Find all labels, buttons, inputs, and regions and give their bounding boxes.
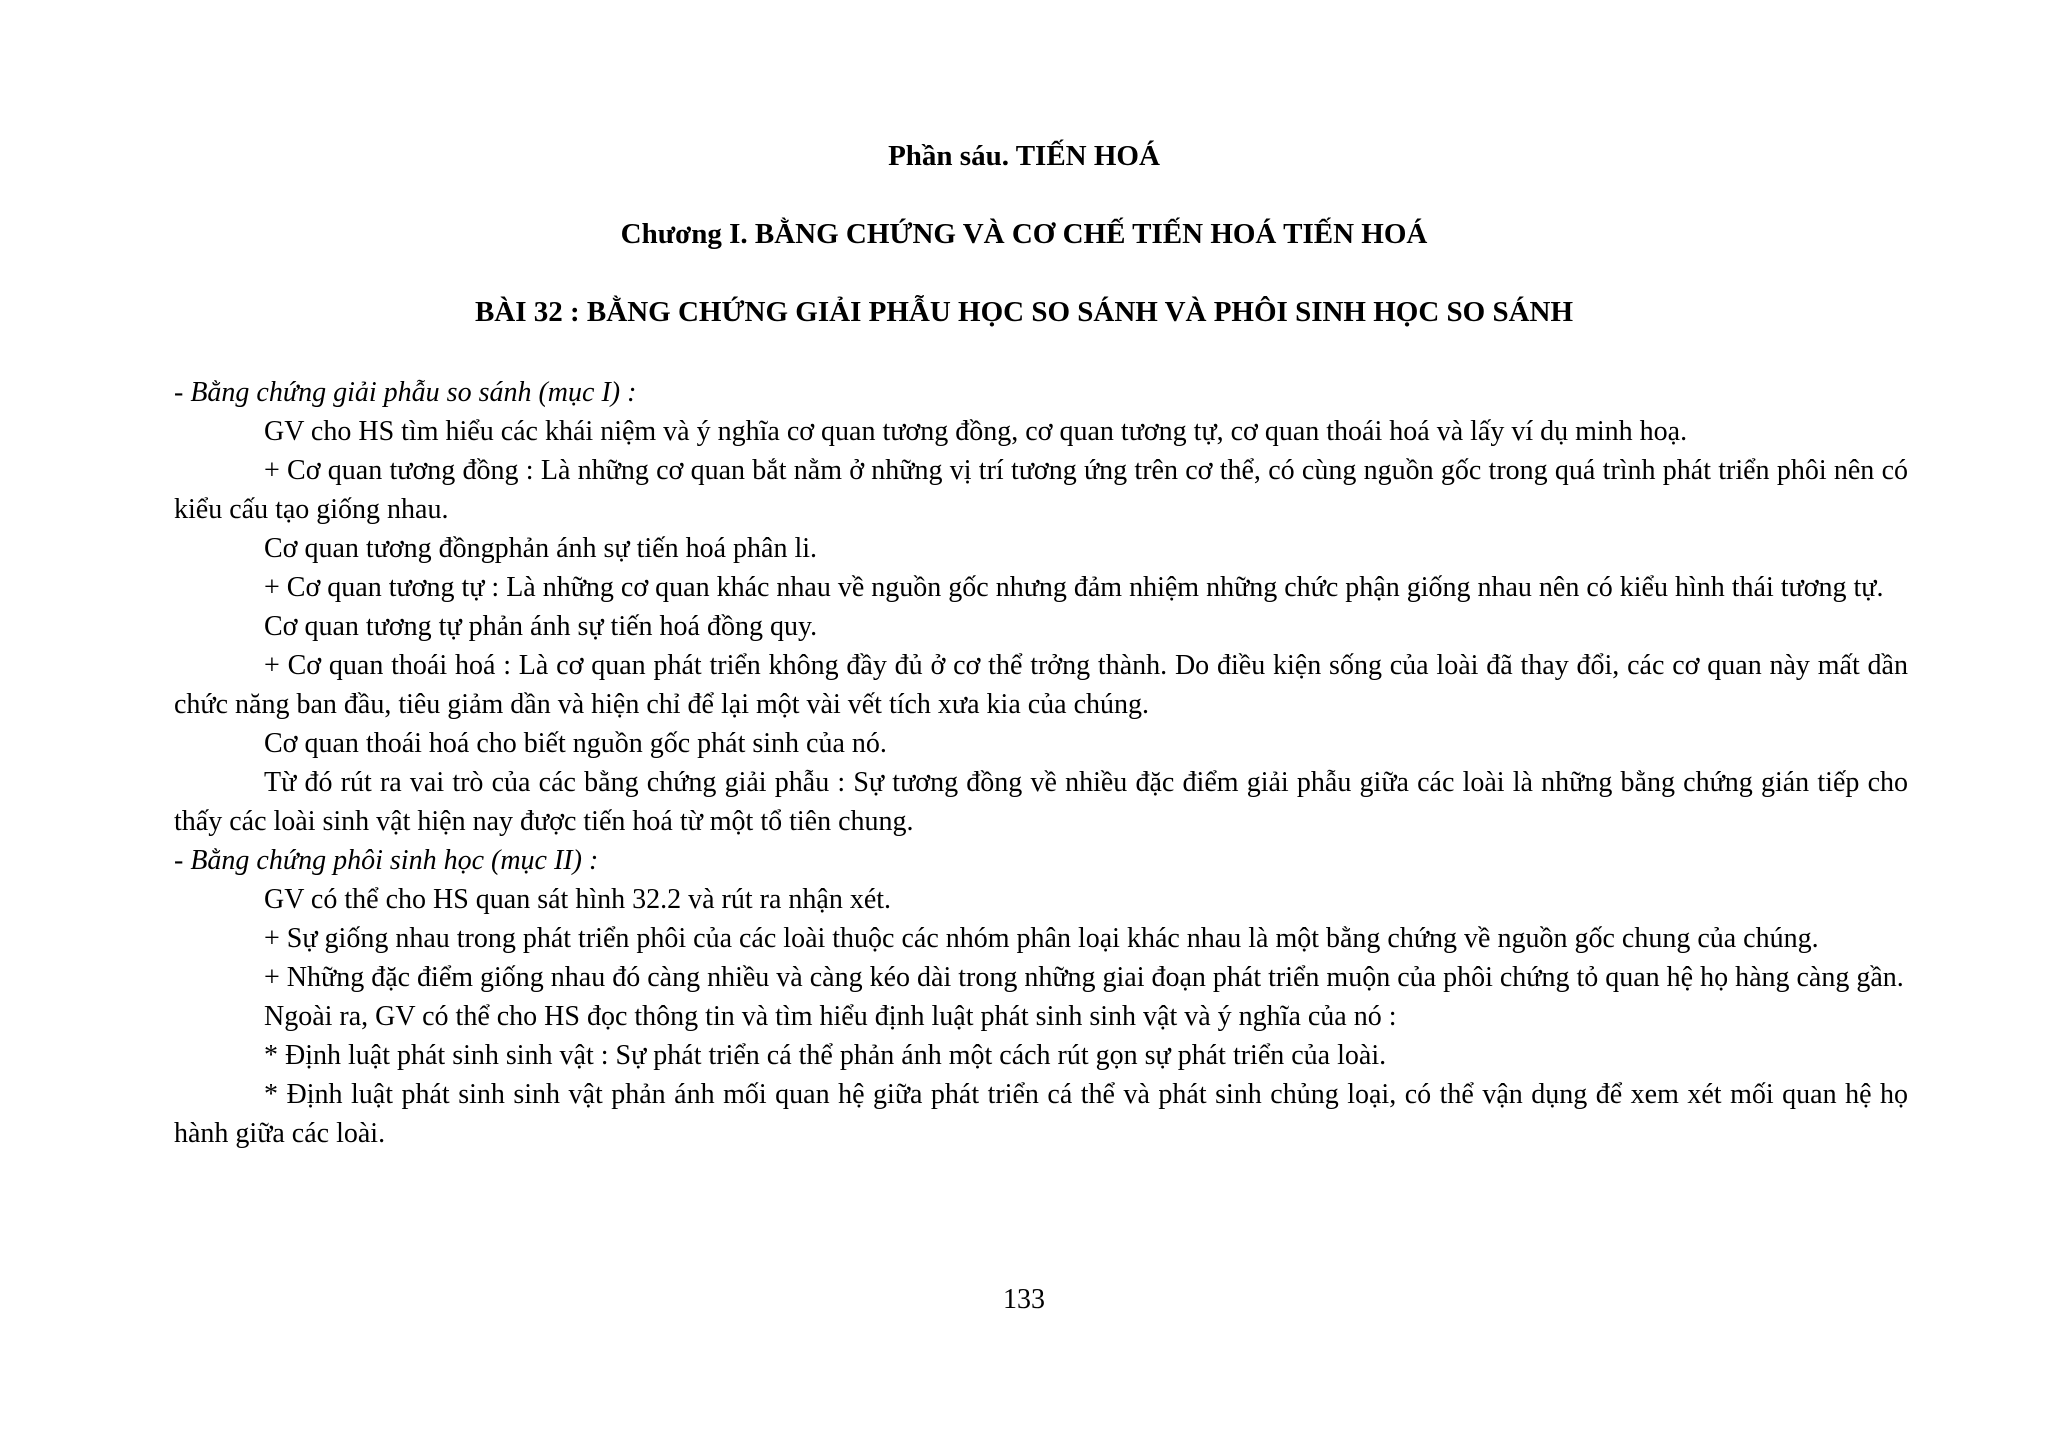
part-heading: Phần sáu. TIẾN HOÁ <box>888 140 1160 172</box>
paragraph-vestigial-organs: + Cơ quan thoái hoá : Là cơ quan phát triển không đầy đủ ở cơ thể trởng thành. Do điều kiện sống của loài đã thay đổi, các cơ quan này mất dần chức năng ban đầu, tiêu giảm dần và hiện chỉ để lại một vài vết tích xưa kia của chúng. <box>174 650 1908 720</box>
section-title-anatomy: - Bằng chứng giải phẫu so sánh (mục I) : <box>174 377 637 408</box>
document-body <box>174 373 1908 1153</box>
paragraph-homologous-organs: + Cơ quan tương đồng : Là những cơ quan bắt nằm ở những vị trí tương ứng trên cơ thể, có cùng nguồn gốc trong quá trình phát triển phôi nên có kiểu cấu tạo giống nhau. <box>174 455 1908 525</box>
section-title-embryology: - Bằng chứng phôi sinh học (mục II) : <box>174 845 599 876</box>
paragraph: + Sự giống nhau trong phát triển phôi của các loài thuộc các nhóm phân loại khác nhau là một bằng chứng về nguồn gốc chung của chúng. <box>264 923 1819 954</box>
paragraph: Từ đó rút ra vai trò của các bằng chứng giải phẫu : Sự tương đồng về nhiều đặc điểm giải phẫu giữa các loài là những bằng chứng gián tiếp cho thấy các loài sinh vật hiện nay được tiến hoá từ một tổ tiên chung. <box>174 767 1908 837</box>
paragraph: GV có thể cho HS quan sát hình 32.2 và rút ra nhận xét. <box>264 884 892 915</box>
paragraph: Cơ quan tương đồngphản ánh sự tiến hoá phân li. <box>264 533 817 564</box>
paragraph-analogous-organs: + Cơ quan tương tự : Là những cơ quan khác nhau về nguồn gốc nhưng đảm nhiệm những chức phận giống nhau nên có kiểu hình thái tương tự. <box>264 572 1884 603</box>
paragraph: Ngoài ra, GV có thể cho HS đọc thông tin và tìm hiểu định luật phát sinh sinh vật và ý nghĩa của nó : <box>264 1001 1397 1032</box>
paragraph: Cơ quan tương tự phản ánh sự tiến hoá đồng quy. <box>264 611 818 642</box>
page-number: 133 <box>1003 1284 1045 1315</box>
paragraph: GV cho HS tìm hiểu các khái niệm và ý nghĩa cơ quan tương đồng, cơ quan tương tự, cơ quan thoái hoá và lấy ví dụ minh hoạ. <box>264 416 1688 447</box>
paragraph: Cơ quan thoái hoá cho biết nguồn gốc phát sinh của nó. <box>264 728 887 759</box>
chapter-heading: Chương I. BẰNG CHỨNG VÀ CƠ CHẾ TIẾN HOÁ TIẾN HOÁ <box>620 218 1428 250</box>
paragraph-biogenetic-law: * Định luật phát sinh sinh vật : Sự phát triển cá thể phản ánh một cách rút gọn sự phát triển của loài. <box>264 1040 1387 1071</box>
paragraph: * Định luật phát sinh sinh vật phản ánh mối quan hệ giữa phát triển cá thể và phát sinh chủng loại, có thể vận dụng để xem xét mối quan hệ họ hành giữa các loài. <box>174 1079 1908 1149</box>
paragraph: + Những đặc điểm giống nhau đó càng nhiều và càng kéo dài trong những giai đoạn phát triển muộn của phôi chứng tỏ quan hệ họ hàng càng gần. <box>264 962 1904 993</box>
lesson-heading: BÀI 32 : BẰNG CHỨNG GIẢI PHẪU HỌC SO SÁNH VÀ PHÔI SINH HỌC SO SÁNH <box>474 296 1574 328</box>
